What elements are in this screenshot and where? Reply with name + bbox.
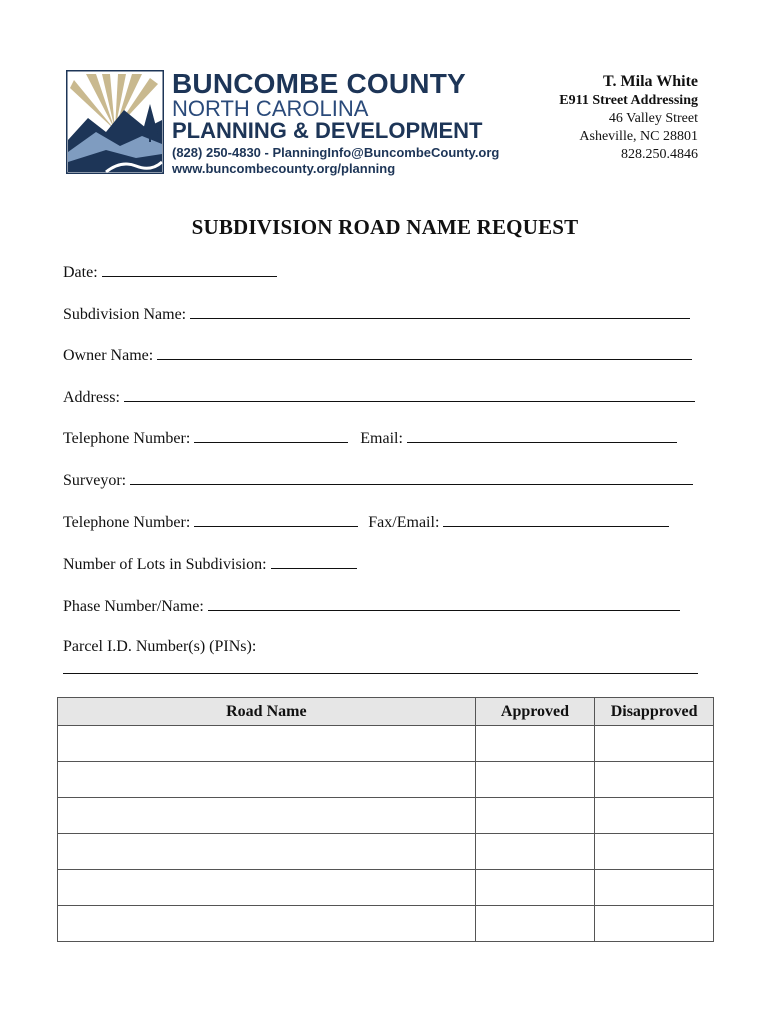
approved-cell[interactable]	[475, 870, 595, 906]
date-row	[63, 262, 277, 282]
email-label: Email:	[360, 430, 403, 447]
approved-cell[interactable]	[475, 726, 595, 762]
owner-name-line[interactable]	[157, 345, 692, 360]
fax-email-line[interactable]	[443, 512, 669, 527]
road-name-cell[interactable]	[58, 798, 476, 834]
parcel-row	[63, 638, 256, 656]
mountain-sunrise-logo-icon	[66, 70, 164, 174]
table-row	[58, 906, 714, 942]
approved-header: Approved	[475, 698, 595, 726]
approved-cell[interactable]	[475, 762, 595, 798]
telephone2-line[interactable]	[194, 512, 358, 527]
road-name-table	[57, 697, 714, 942]
table-row	[58, 870, 714, 906]
address-row	[63, 387, 695, 407]
table-row	[58, 798, 714, 834]
surveyor-row	[63, 470, 693, 490]
address-label: Address:	[63, 389, 120, 406]
lots-line[interactable]	[271, 554, 357, 569]
telephone2-label: Telephone Number:	[63, 514, 191, 531]
logo-wordmark	[172, 70, 499, 177]
owner-name-label: Owner Name:	[63, 347, 154, 364]
contact-city: Asheville, NC 28801	[579, 129, 698, 144]
address-line[interactable]	[124, 387, 695, 402]
logo-website: www.buncombecounty.org/planning	[172, 161, 396, 176]
date-line[interactable]	[102, 262, 277, 277]
contact-block	[559, 72, 698, 164]
telephone-email-row	[63, 428, 677, 448]
table-row	[58, 834, 714, 870]
disapproved-cell[interactable]	[595, 870, 714, 906]
lots-row	[63, 554, 357, 574]
fax-email-label: Fax/Email:	[368, 514, 440, 531]
contact-department: E911 Street Addressing	[559, 93, 698, 108]
logo-department: PLANNING & DEVELOPMENT	[172, 118, 483, 143]
phase-row	[63, 596, 680, 616]
approved-cell[interactable]	[475, 906, 595, 942]
parcel-line[interactable]	[63, 663, 698, 674]
phase-line[interactable]	[208, 596, 680, 611]
contact-phone: 828.250.4846	[621, 147, 698, 162]
owner-name-row	[63, 345, 692, 365]
road-name-cell[interactable]	[58, 834, 476, 870]
approved-cell[interactable]	[475, 798, 595, 834]
telephone-line[interactable]	[194, 428, 348, 443]
subdivision-name-row	[63, 304, 690, 324]
subdivision-name-line[interactable]	[190, 304, 690, 319]
table-row	[58, 726, 714, 762]
disapproved-cell[interactable]	[595, 726, 714, 762]
surveyor-label: Surveyor:	[63, 472, 127, 489]
approved-cell[interactable]	[475, 834, 595, 870]
surveyor-line[interactable]	[130, 470, 693, 485]
email-line[interactable]	[407, 428, 677, 443]
table-row	[58, 762, 714, 798]
page-title: SUBDIVISION ROAD NAME REQUEST	[191, 215, 579, 239]
table-header-row	[58, 698, 714, 726]
road-name-cell[interactable]	[58, 762, 476, 798]
logo-contact-line: (828) 250-4830 - PlanningInfo@BuncombeCounty.org	[172, 145, 500, 160]
phase-label: Phase Number/Name:	[63, 598, 204, 615]
telephone-fax-row	[63, 512, 669, 532]
disapproved-cell[interactable]	[595, 762, 714, 798]
subdivision-name-label: Subdivision Name:	[63, 306, 187, 323]
road-name-cell[interactable]	[58, 870, 476, 906]
road-name-cell[interactable]	[58, 726, 476, 762]
logo-county-name: BUNCOMBE COUNTY	[172, 68, 466, 99]
contact-street: 46 Valley Street	[608, 111, 698, 126]
disapproved-cell[interactable]	[595, 906, 714, 942]
date-label: Date:	[63, 264, 98, 281]
telephone-label: Telephone Number:	[63, 430, 191, 447]
disapproved-cell[interactable]	[595, 798, 714, 834]
contact-name: T. Mila White	[603, 73, 698, 90]
county-logo	[66, 68, 500, 180]
parcel-label: Parcel I.D. Number(s) (PINs):	[63, 638, 257, 655]
road-name-header: Road Name	[58, 698, 476, 726]
disapproved-cell[interactable]	[595, 834, 714, 870]
lots-label: Number of Lots in Subdivision:	[63, 556, 267, 573]
disapproved-header: Disapproved	[595, 698, 714, 726]
road-name-cell[interactable]	[58, 906, 476, 942]
logo-state: NORTH CAROLINA	[172, 96, 369, 121]
